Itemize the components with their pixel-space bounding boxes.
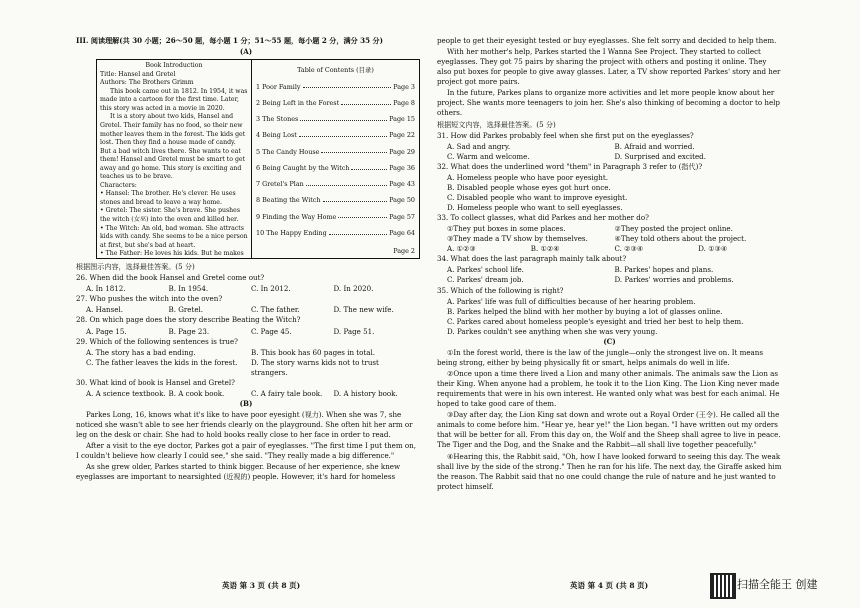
- toc-chapter-page: Page 50: [389, 196, 415, 205]
- answer-options: [437, 244, 782, 254]
- toc-item: [256, 180, 415, 189]
- toc-dots: [300, 115, 387, 121]
- answer-options: [76, 284, 416, 294]
- toc-chapter-page: Page 3: [393, 82, 415, 91]
- answer-option: A. Page 15.: [86, 326, 127, 336]
- page-footer-left: 英语 第 3 页 (共 8 页): [222, 581, 301, 590]
- answer-options: [437, 142, 782, 162]
- toc-chapter-page: Page 22: [389, 131, 415, 140]
- toc-chapter-name: 9 Finding the Way Home: [256, 212, 337, 221]
- answer-options: [76, 305, 416, 315]
- toc-chapter-page: Page 36: [389, 163, 415, 172]
- toc-dots: [303, 83, 392, 89]
- answer-option: ③They made a TV show by themselves.: [447, 234, 588, 244]
- book-introduction: [97, 60, 252, 258]
- characters-heading: Characters:: [100, 181, 137, 189]
- answer-option: D. Parkes couldn't see anything when she was very young.: [447, 326, 658, 336]
- question-stem: 34. What does the last paragraph mainly talk about?: [437, 254, 627, 264]
- answer-option: C. ②③④: [614, 244, 644, 254]
- answer-option: D. Homeless people who want to sell eyeglasses.: [447, 203, 623, 212]
- passage-paragraph: ③Day after day, the Lion King sat down and wrote out a Royal Order (王令). He called all the animals to come before him. "Hear ye, hear ye!" the Lion began. "I have written out my orders that will be better for all. From this day on, the Wolf and the Sheep shall agree to live in peace. The Tiger and the Dog, and the Snake and the Rabbit—all shall live together peacefully.": [437, 410, 781, 450]
- questions-26-30: [76, 273, 416, 399]
- book-intro-para: This book came out in 1812. In 1954, it was made into a cartoon for the first time. Later, this story was acted in a movie in 2020.: [100, 87, 248, 112]
- question-stem: 27. Who pushes the witch into the oven?: [76, 294, 223, 304]
- answer-option: D. In 2020.: [333, 284, 374, 294]
- toc-chapter-name: 8 Beating the Witch: [256, 196, 321, 205]
- answer-option: C. A fairy tale book.: [251, 388, 323, 398]
- answer-option: C. The father leaves the kids in the forest.: [86, 357, 238, 367]
- toc-item: [256, 229, 415, 238]
- answer-option: C. Page 45.: [251, 326, 292, 336]
- answer-option: C. Parkes' dream job.: [447, 275, 524, 285]
- passage-paragraph: ④Hearing this, the Rabbit said, "Oh, how I have looked forward to seeing this day. The weak shall live by the side of the strong." Then he ran for his life. The next day, the Giraffe asked him the reason. The Rabbit said that no one could change the rule of nature and he just wanted to protect himself.: [437, 451, 782, 491]
- passage-paragraph: people to get their eyesight tested or buy eyeglasses. She felt sorry and decided to help them.: [437, 36, 777, 45]
- answer-option: C. Disabled people who want to improve eyesight.: [447, 192, 628, 202]
- passage-paragraph: ①In the forest world, there is the law of the jungle—only the strongest live on. It means being strong, either by being physically fit or smart, helps animals do well in life.: [437, 347, 763, 367]
- toc-title: Table of Contents (目录): [297, 66, 374, 75]
- answer-options: [76, 389, 416, 399]
- toc-dots: [329, 229, 387, 235]
- passage-paragraph: ②Once upon a time there lived a Lion and many other animals. The animals saw the Lion as their King. When anyone had a problem, he took it to the Lion King. The Lion King never made requirements that were in his own interest. He wanted only what was best for each animal. He hoped to take good care of them.: [437, 369, 780, 409]
- answer-options: [437, 224, 782, 244]
- answer-option: D. A history book.: [333, 388, 398, 398]
- toc-chapter-name: 1 Poor Family: [256, 82, 301, 91]
- passage-paragraph: With her mother's help, Parkes started the I Wanna See Project. They started to collect eyeglasses. They got 75 pairs by sharing the project with others and posting it online. They also put boxes for people to give away glasses. Later, a TV show reported Parkes' story and her project got more pairs.: [437, 47, 781, 87]
- toc-chapter-name: 10 The Happy Ending: [256, 228, 327, 237]
- passage-c: [437, 348, 782, 492]
- answer-option: D. Page 51.: [333, 326, 375, 336]
- passage-b-continued: [437, 36, 782, 119]
- toc-item: [256, 83, 415, 92]
- question-stem: 33. To collect glasses, what did Parkes and her mother do?: [437, 213, 649, 223]
- passage-paragraph: Parkes Long, 16, knows what it's like to have poor eyesight (视力). When she was 7, she noticed she wasn't able to see her friends clearly on the playground. She often hit her arm or leg on the desk or chair. She had to hold books really close to her face in order to read.: [76, 410, 413, 440]
- answer-option: ④They told others about the project.: [614, 234, 747, 244]
- toc-dots: [341, 99, 391, 105]
- answer-option: B. Page 23.: [168, 326, 210, 336]
- answer-option: C. Parkes cared about homeless people's eyesight and tried her best to help them.: [447, 316, 744, 326]
- answer-option: A. Hansel.: [86, 305, 123, 315]
- toc-item: [256, 196, 415, 205]
- answer-option: ②They posted the project online.: [614, 224, 733, 234]
- answer-option: B. Parkes helped the blind with her mother by buying a lot of glasses online.: [447, 306, 723, 316]
- answer-options: [437, 173, 782, 213]
- answer-option: A. Parkes' school life.: [447, 265, 524, 275]
- toc-item: [256, 213, 415, 222]
- answer-option: A. Sad and angry.: [447, 141, 511, 151]
- answer-option: A. The story has a bad ending.: [86, 347, 196, 357]
- toc-dots: [299, 131, 387, 137]
- answer-options: [76, 348, 416, 378]
- character-entry: • The Witch: An old, bad woman. She attracts kids with candy. She seems to be a nice person at first, but she's bad at heart.: [100, 224, 248, 249]
- table-of-contents: [252, 60, 419, 258]
- question-stem: 30. What kind of book is Hansel and Gretel?: [76, 377, 235, 387]
- toc-item: [256, 115, 415, 124]
- answer-options: [437, 265, 782, 285]
- answer-option: D. Parkes' worries and problems.: [614, 275, 734, 285]
- answer-option: A. In 1812.: [86, 284, 126, 294]
- answer-option: A. Parkes' life was full of difficulties because of her hearing problem.: [447, 296, 696, 306]
- question-stem: 29. Which of the following sentences is true?: [76, 336, 238, 346]
- character-entry: • Hansel: The brother. He's clever. He uses stones and bread to leave a way home.: [100, 190, 236, 206]
- answer-option: D. Surprised and excited.: [614, 151, 706, 161]
- answer-option: A. ①②③: [447, 244, 476, 254]
- answer-option: B. In 1954.: [168, 284, 209, 294]
- questions-31-35: [437, 131, 782, 337]
- toc-chapter-page: Page 43: [389, 180, 415, 189]
- answer-option: B. ①②④: [530, 244, 560, 254]
- question-stem: 35. Which of the following is right?: [437, 285, 564, 295]
- toc-page: Page 2: [393, 247, 415, 256]
- answer-option: ①They put boxes in some places.: [447, 224, 566, 234]
- passage-paragraph: In the future, Parkes plans to organize more activities and let more people know about her project. She wants more teenagers to join her. She's also thinking of becoming a doctor to help others.: [437, 88, 780, 118]
- character-entry: • Gretel: The sister. She's brave. She pushes the witch (女巫) into the oven and killed her.: [100, 207, 241, 223]
- book-intro-heading: Book Introduction: [145, 62, 203, 70]
- toc-chapter-page: Page 64: [389, 228, 415, 237]
- toc-dots: [306, 180, 387, 186]
- answer-option: D. The story warns kids not to trust strangers.: [251, 357, 379, 377]
- toc-chapter-name: 5 The Candy House: [256, 147, 320, 156]
- toc-item: [256, 148, 415, 157]
- instruction-a: 根据图示内容，选择最佳答案。(5 分): [76, 262, 195, 272]
- right-column: [437, 36, 782, 493]
- characters-list: [100, 190, 248, 258]
- character-entry: • The Father: He loves his kids. But he makes: [100, 250, 244, 258]
- book-figure: [96, 59, 420, 259]
- toc-item: [256, 99, 415, 108]
- book-authors-line: Authors: The Brothers Grimm: [100, 79, 194, 87]
- passage-b: [76, 410, 416, 482]
- answer-option: B. A cook book.: [168, 388, 225, 398]
- toc-dots: [338, 213, 387, 219]
- question-stem: 32. What does the underlined word "them" in Paragraph 3 refer to (指代)?: [437, 161, 703, 171]
- question-stem: 31. How did Parkes probably feel when she first put on the eyeglasses?: [437, 130, 694, 140]
- answer-option: B. Gretel.: [168, 305, 204, 315]
- section-header: III. 阅读理解(共 30 小题；26～50 题，每小题 1 分；51～55 题，每小题 2 分，满分 35 分): [76, 36, 383, 45]
- book-title-line: Title: Hansel and Gretel: [100, 70, 176, 78]
- watermark-text: 扫描全能王 创建: [737, 578, 818, 591]
- answer-option: B. This book has 60 pages in total.: [251, 347, 376, 357]
- answer-options: [76, 327, 416, 337]
- toc-dots: [351, 164, 387, 170]
- answer-option: C. Warm and welcome.: [447, 151, 530, 161]
- toc-chapter-name: 2 Being Left in the Forest: [256, 99, 340, 107]
- answer-options: [437, 297, 782, 337]
- question-stem: 26. When did the book Hansel and Gretel come out?: [76, 273, 265, 283]
- instruction-b: 根据短文内容，选择最佳答案。(5 分): [437, 119, 556, 129]
- answer-option: B. Parkes' hopes and plans.: [614, 265, 714, 275]
- toc-dots: [321, 148, 387, 154]
- passage-paragraph: As she grew older, Parkes started to think bigger. Because of her experience, she knew eyeglasses are important to nearsighted (近视的) people. However, it's hard for homeless: [76, 462, 401, 482]
- left-column: [76, 36, 416, 483]
- toc-chapter-name: 6 Being Caught by the Witch: [256, 163, 350, 172]
- toc-items: [256, 83, 415, 238]
- toc-chapter-name: 4 Being Lost: [256, 131, 297, 140]
- part-b-label: (B): [239, 398, 253, 408]
- toc-chapter-name: 3 The Stones: [256, 115, 299, 124]
- toc-chapter-page: Page 29: [389, 147, 415, 156]
- answer-option: A. Homeless people who have poor eyesight.: [447, 172, 608, 182]
- qr-code-icon: [710, 573, 736, 599]
- passage-paragraph: After a visit to the eye doctor, Parkes got a pair of eyeglasses. "The first time I put them on, I couldn't believe how clearly I could see," she said. "They really made a big difference.": [76, 441, 416, 461]
- book-intro-para: It is a story about two kids, Hansel and Gretel. Their family has no food, so their new mother leaves them in the forest. The kids get lost. Then they find a house made of candy. But a bad witch lives there. She wants to eat them! Hansel and Gretel must be smart to get away and go home. This story is exciting and teaches us to be brave.: [100, 113, 246, 181]
- answer-option: B. Disabled people whose eyes got hurt once.: [447, 182, 611, 192]
- toc-item: [256, 164, 415, 173]
- toc-chapter-page: Page 8: [393, 99, 415, 107]
- page-footer-right: 英语 第 4 页 (共 8 页): [570, 581, 649, 590]
- toc-chapter-name: 7 Gretel's Plan: [256, 180, 304, 189]
- question-stem: 28. On which page does the story describe Beating the Witch?: [76, 315, 301, 325]
- part-c-label: (C): [603, 336, 616, 346]
- answer-option: C. In 2012.: [251, 284, 291, 294]
- toc-item: [256, 131, 415, 140]
- toc-chapter-page: Page 15: [389, 115, 415, 124]
- toc-dots: [323, 196, 388, 202]
- answer-option: D. ①③④: [698, 244, 728, 254]
- part-a-label: (A): [239, 47, 253, 57]
- toc-chapter-page: Page 57: [389, 212, 415, 221]
- answer-option: A. A science textbook.: [86, 388, 166, 398]
- answer-option: B. Afraid and worried.: [614, 141, 695, 151]
- answer-option: D. The new wife.: [333, 305, 394, 315]
- answer-option: C. The father.: [251, 305, 300, 315]
